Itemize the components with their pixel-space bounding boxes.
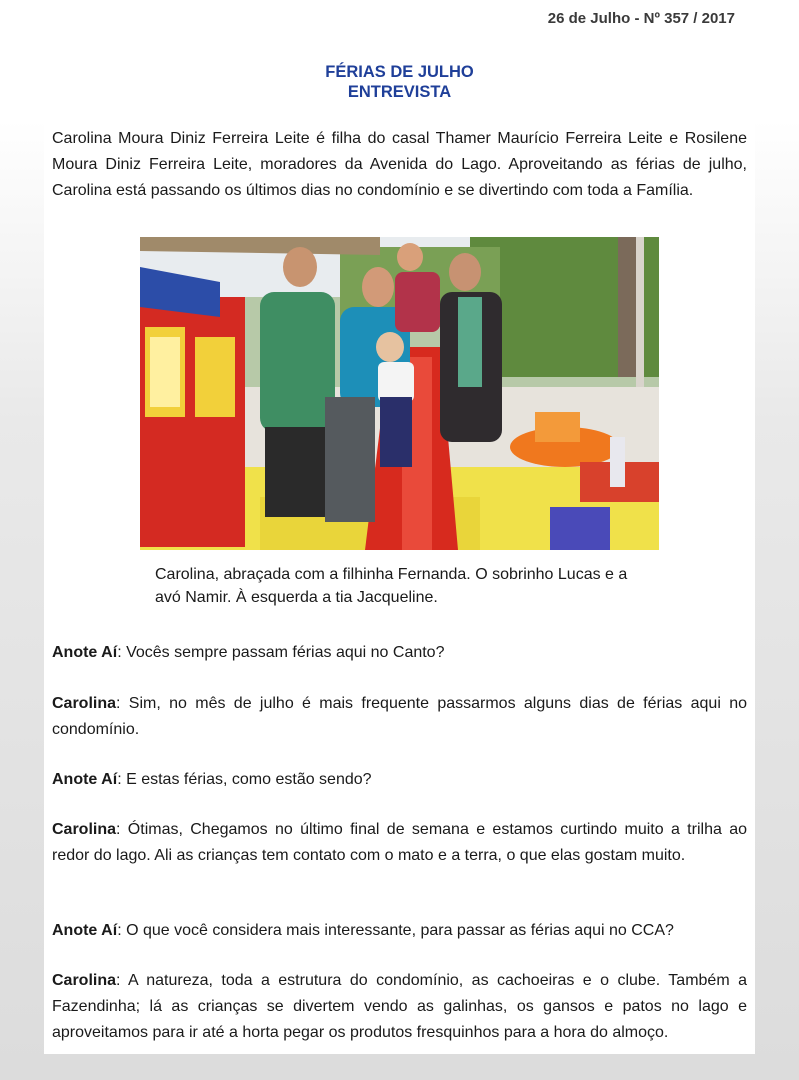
dateline: 26 de Julho - Nº 357 / 2017 <box>547 10 735 27</box>
qa-speaker: Anote Aí <box>52 922 118 939</box>
qa-speaker: Carolina <box>52 695 117 712</box>
qa-item <box>52 691 747 743</box>
intro-paragraph: Carolina Moura Diniz Ferreira Leite é filha do casal Thamer Maurício Ferreira Leite e Rosilene Moura Diniz Ferreira Leite, moradores da Avenida do Lago. Aproveitando as férias de julho, Carolina está passando os últimos dias no condomínio e se divertindo com toda a Família. <box>52 130 747 199</box>
qa-speaker: Carolina <box>52 972 117 989</box>
qa-item <box>52 767 747 793</box>
qa-text: : Sim, no mês de julho é mais frequente passarmos alguns dias de férias aqui no condomínio. <box>52 695 747 738</box>
title-line-1: FÉRIAS DE JULHO <box>325 63 474 81</box>
qa-speaker: Carolina <box>52 821 117 838</box>
family-photo <box>140 237 659 550</box>
qa-speaker: Anote Aí <box>52 644 118 661</box>
qa-item <box>52 918 747 944</box>
qa-text: : Ótimas, Chegamos no último final de semana e estamos curtindo muito a trilha ao redor do lago. Ali as crianças tem contato com o mato e a terra, o que elas gostam muito. <box>52 821 747 864</box>
qa-item <box>52 817 747 869</box>
qa-text: : E estas férias, como estão sendo? <box>117 771 372 788</box>
article-title <box>0 62 799 102</box>
qa-item <box>52 968 747 1046</box>
qa-text: : Vocês sempre passam férias aqui no Canto? <box>117 644 445 661</box>
qa-text: : A natureza, toda a estrutura do condomínio, as cachoeiras e o clube. Também a Fazendinha; lá as crianças se divertem vendo as galinhas, os gansos e patos no lago e aproveitamos para ir até a horta pegar os produtos fresquinhos para a hora do almoço. <box>52 972 747 1041</box>
article-sheet <box>44 120 755 1054</box>
title-line-2: ENTREVISTA <box>347 83 452 101</box>
photo-caption: Carolina, abraçada com a filhinha Fernanda. O sobrinho Lucas e a avó Namir. À esquerda a tia Jacqueline. <box>155 566 628 606</box>
qa-speaker: Anote Aí <box>52 771 118 788</box>
qa-text: : O que você considera mais interessante, para passar as férias aqui no CCA? <box>117 922 674 939</box>
qa-item <box>52 640 747 666</box>
